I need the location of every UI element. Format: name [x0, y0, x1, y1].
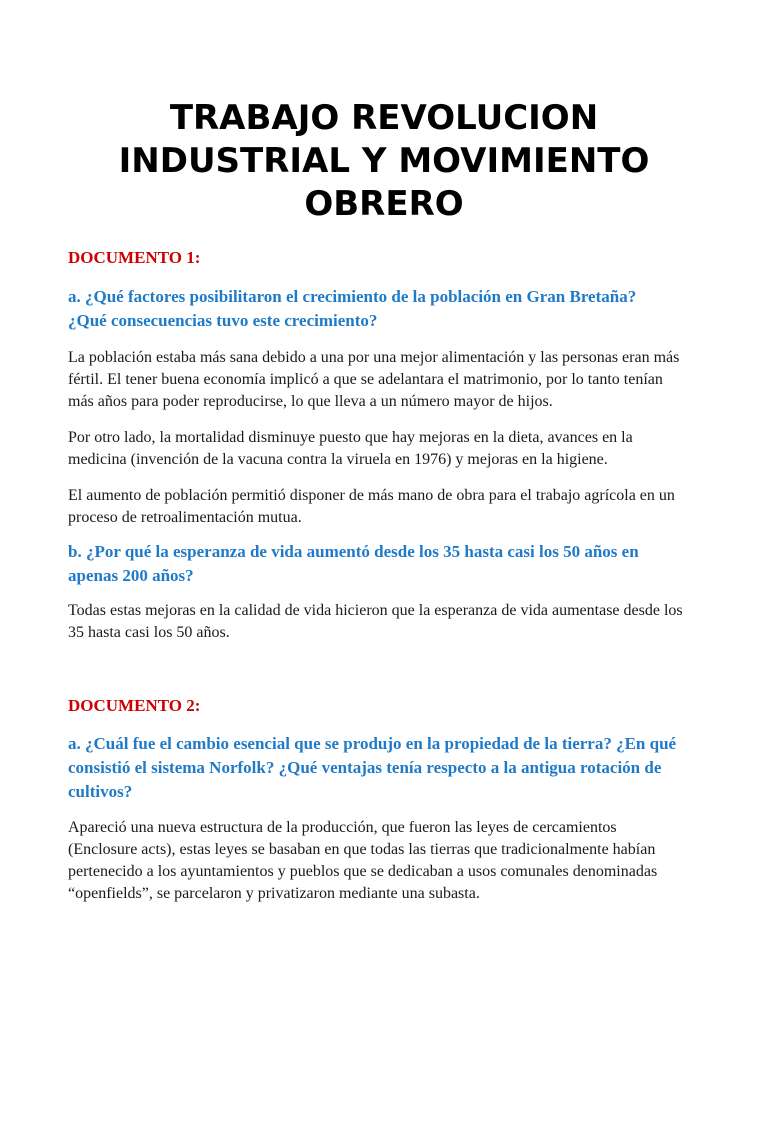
text-line: más años para poder reproducirse, lo que lleva a un número mayor de hijos. [68, 393, 553, 410]
question-line: ¿Qué consecuencias tuvo este crecimiento? [68, 311, 378, 330]
question-line: apenas 200 años? [68, 566, 194, 585]
question-line: consistió el sistema Norfolk? ¿Qué ventajas tenía respecto a la antigua rotación de [68, 758, 662, 777]
text-line: medicina (invención de la vacuna contra la viruela en 1976) y mejoras en la higiene. [68, 451, 608, 468]
title-line: INDUSTRIAL Y MOVIMIENTO [118, 141, 650, 181]
question-2a [68, 732, 700, 804]
text-line: La población estaba más sana debido a una por una mejor alimentación y las personas eran más [68, 349, 680, 366]
text-line: pertenecido a los ayuntamientos y pueblos que se dedicaban a usos comunales denominadas [68, 863, 658, 880]
title-line: OBRERO [304, 184, 464, 224]
question-line: a. ¿Cuál fue el cambio esencial que se produjo en la propiedad de la tierra? ¿En qué [68, 734, 677, 753]
text-line: Por otro lado, la mortalidad disminuye puesto que hay mejoras en la dieta, avances en la [68, 429, 633, 446]
document-1-heading: DOCUMENTO 1: [68, 248, 201, 267]
answer-2a-paragraph [68, 817, 700, 905]
answer-1a-paragraph-1 [68, 347, 700, 413]
text-line: Todas estas mejoras en la calidad de vida hicieron que la esperanza de vida aumentase desde los [68, 602, 683, 619]
text-line: fértil. El tener buena economía implicó a que se adelantara el matrimonio, por lo tanto tenían [68, 371, 663, 388]
answer-1a-paragraph-3 [68, 485, 700, 529]
text-line: proceso de retroalimentación mutua. [68, 509, 302, 526]
answer-1a-paragraph-2 [68, 427, 700, 471]
text-line: El aumento de población permitió disponer de más mano de obra para el trabajo agrícola en un [68, 487, 675, 504]
document-title [68, 97, 700, 226]
document-2-heading: DOCUMENTO 2: [68, 696, 201, 715]
text-line: “openfields”, se parcelaron y privatizaron mediante una subasta. [68, 885, 480, 902]
text-line: Apareció una nueva estructura de la producción, que fueron las leyes de cercamientos [68, 819, 617, 836]
text-line: (Enclosure acts), estas leyes se basaban en que todas las tierras que tradicionalmente habían [68, 841, 656, 858]
question-line: a. ¿Qué factores posibilitaron el crecimiento de la población en Gran Bretaña? [68, 287, 637, 306]
question-1b [68, 540, 700, 588]
question-line: cultivos? [68, 782, 133, 801]
text-line: 35 hasta casi los 50 años. [68, 624, 230, 641]
question-1a [68, 285, 700, 333]
question-line: b. ¿Por qué la esperanza de vida aumentó desde los 35 hasta casi los 50 años en [68, 542, 639, 561]
document-page [0, 97, 768, 1121]
title-line: TRABAJO REVOLUCION [169, 98, 599, 138]
answer-1b-paragraph [68, 600, 700, 644]
